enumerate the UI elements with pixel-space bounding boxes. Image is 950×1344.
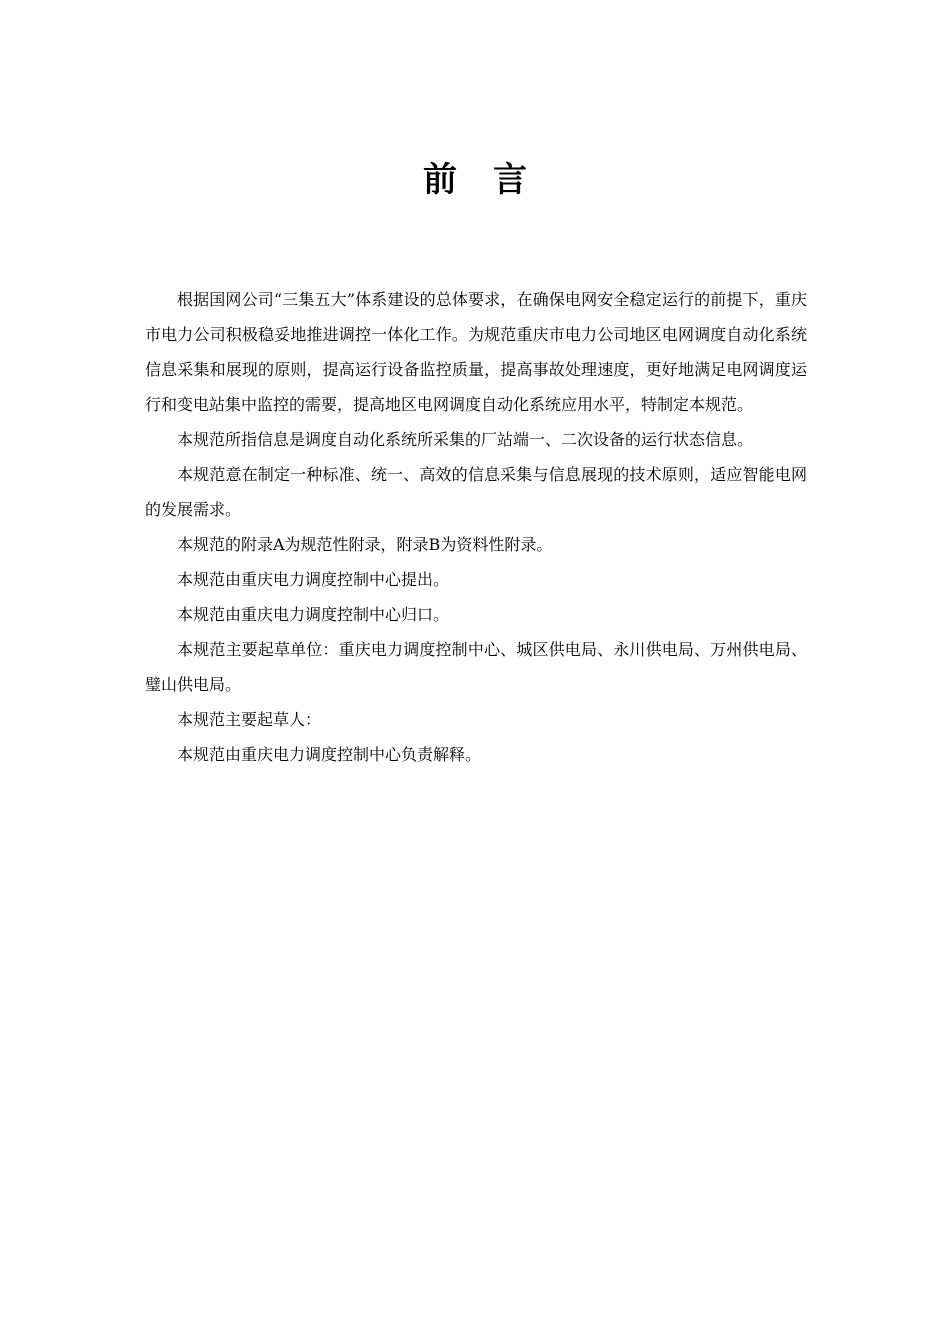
paragraph-proposer: 本规范由重庆电力调度控制中心提出。	[177, 570, 450, 589]
document-body	[145, 282, 807, 772]
paragraph-interpretation: 本规范由重庆电力调度控制中心负责解释。	[177, 745, 482, 764]
paragraph-centralizer: 本规范由重庆电力调度控制中心归口。	[177, 605, 450, 624]
paragraph-purpose: 本规范意在制定一种标准、统一、高效的信息采集与信息展现的技术原则，适应智能电网的发展需求。	[145, 465, 807, 519]
paragraph-drafters: 本规范主要起草人：	[177, 710, 322, 729]
paragraph-appendix: 本规范的附录A为规范性附录，附录B为资料性附录。	[177, 535, 553, 554]
page-title: 前言	[423, 160, 563, 200]
paragraph-background: 根据国网公司“三集五大”体系建设的总体要求，在确保电网安全稳定运行的前提下，重庆市电力公司积极稳妥地推进调控一体化工作。为规范重庆市电力公司地区电网调度自动化系统信息采集和展现的原则，提高运行设备监控质量，提高事故处理速度，更好地满足电网调度运行和变电站集中监控的需要，提高地区电网调度自动化系统应用水平，特制定本规范。	[145, 290, 807, 414]
paragraph-scope: 本规范所指信息是调度自动化系统所采集的厂站端一、二次设备的运行状态信息。	[177, 430, 754, 449]
paragraph-drafting-units: 本规范主要起草单位：重庆电力调度控制中心、城区供电局、永川供电局、万州供电局、璧山供电局。	[145, 640, 807, 694]
